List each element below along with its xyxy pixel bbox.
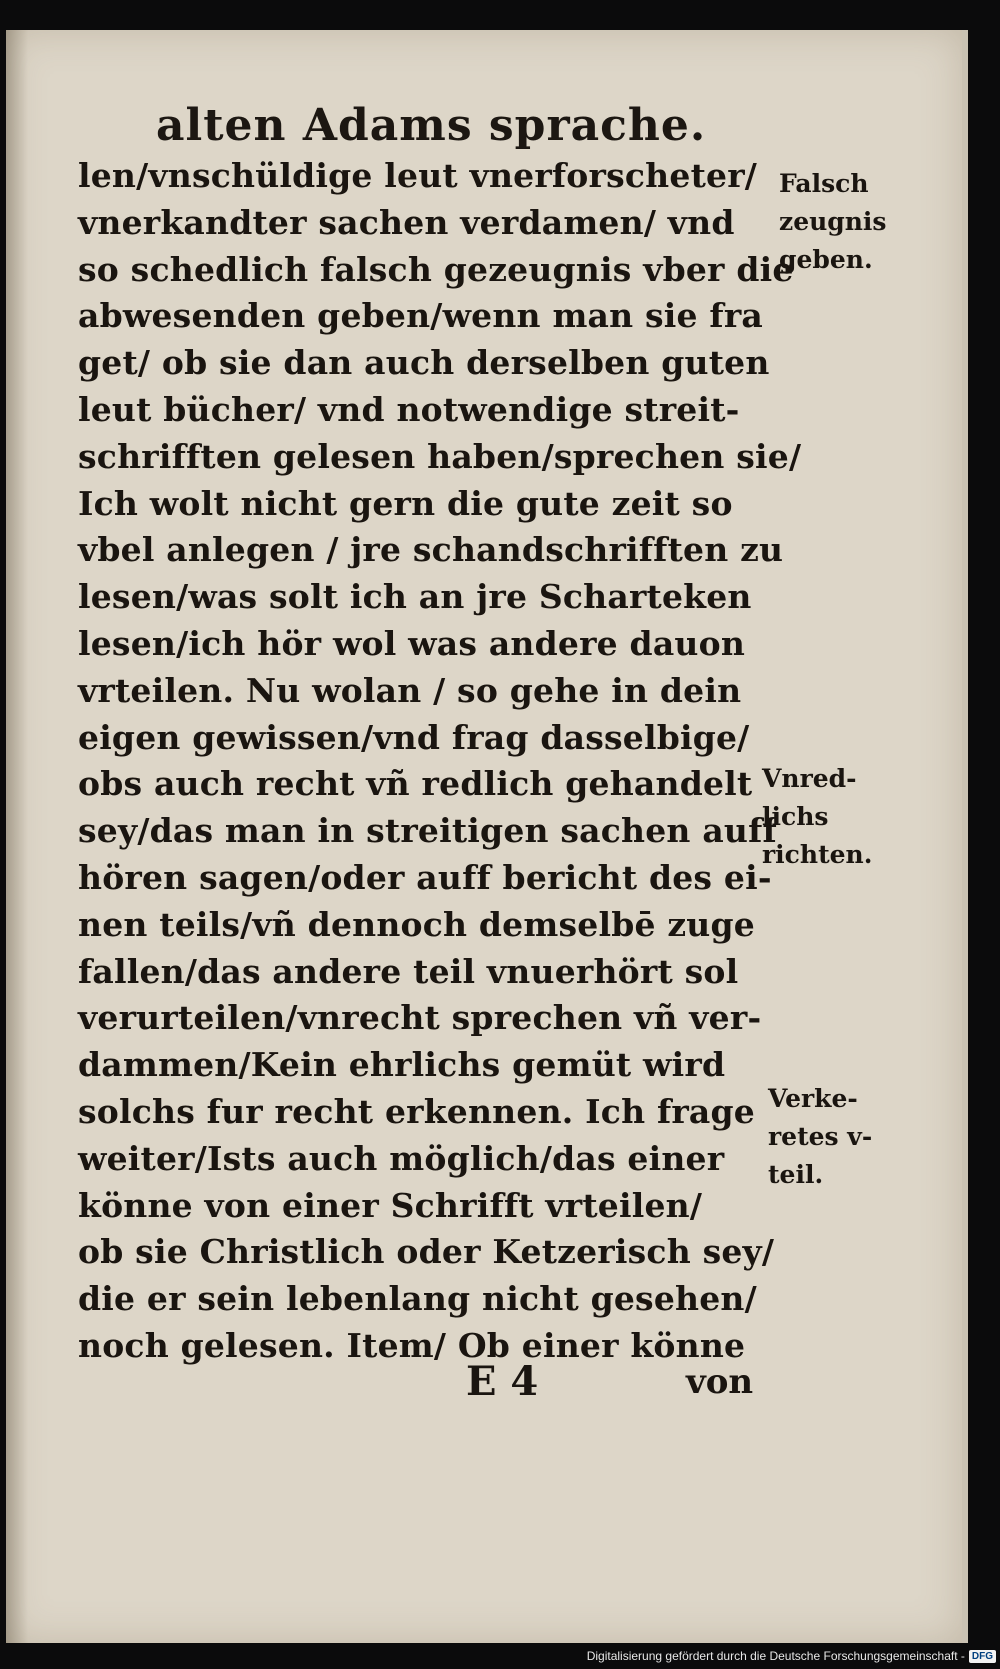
text-line: schrifften gelesen haben/sprechen sie/ (78, 436, 802, 476)
marginal-line: Falsch (779, 169, 869, 198)
text-line: abwesenden geben/wenn man sie fra (78, 296, 763, 336)
text-line: weiter/Ists auch möglich/das einer (78, 1138, 725, 1178)
marginal-line: Vnred- (762, 764, 857, 793)
credit-text: Digitalisierung gefördert durch die Deutsche Forschungsgemeinschaft - (586, 1649, 965, 1663)
text-line: len/vnschüldige leut vnerforscheter/ (78, 156, 758, 195)
digitization-credit (587, 1647, 996, 1665)
text-line: so schedlich falsch gezeugnis vber die (78, 249, 794, 289)
running-title: alten Adams sprache. (156, 100, 707, 151)
text-line: vbel anlegen / jre schandschrifften zu (78, 530, 784, 570)
marginal-line: retes v- (768, 1122, 873, 1151)
signature-mark: E 4 (466, 1358, 539, 1405)
dfg-logo: DFG (969, 1650, 996, 1663)
text-line: eigen gewissen/vnd frag dasselbige/ (78, 717, 750, 757)
marginal-line: richten. (762, 840, 873, 869)
text-line: noch gelesen. Item/ Ob einer könne (78, 1325, 746, 1365)
marginal-note-1 (779, 165, 887, 279)
text-line: vrteilen. Nu wolan / so gehe in dein (78, 670, 742, 710)
text-line: hören sagen/oder auff bericht des ei- (78, 857, 772, 897)
page-gutter-shadow (6, 30, 28, 1643)
text-line: nen teils/vñ dennoch demselbē zuge (78, 904, 755, 944)
text-line: Ich wolt nicht gern die gute zeit so (78, 483, 733, 523)
catchword: von (686, 1362, 754, 1402)
text-line: vnerkandter sachen verdamen/ vnd (78, 202, 735, 242)
text-line: dammen/Kein ehrlichs gemüt wird (78, 1045, 726, 1085)
marginal-line: teil. (768, 1160, 824, 1189)
text-line: lesen/ich hör wol was andere dauon (78, 623, 746, 663)
text-line: get/ ob sie dan auch derselben guten (78, 343, 770, 383)
text-line: lesen/was solt ich an jre Scharteken (78, 577, 752, 617)
book-page (6, 30, 962, 1643)
text-line: verurteilen/vnrecht sprechen vñ ver- (78, 998, 762, 1038)
marginal-line: Verke- (768, 1084, 858, 1113)
body-text (78, 153, 802, 1370)
marginal-line: geben. (779, 245, 873, 274)
text-line: obs auch recht vñ redlich gehandelt (78, 764, 753, 804)
text-line: solchs fur recht erkennen. Ich frage (78, 1091, 755, 1131)
marginal-note-2 (762, 760, 872, 874)
marginal-line: lichs (762, 802, 829, 831)
page-edge (962, 30, 968, 1643)
text-line: fallen/das andere teil vnuerhört sol (78, 951, 739, 991)
marginal-line: zeugnis (779, 207, 887, 236)
text-line: sey/das man in streitigen sachen auff (78, 811, 777, 851)
text-line: leut bücher/ vnd notwendige streit- (78, 389, 740, 429)
text-line: könne von einer Schrifft vrteilen/ (78, 1185, 703, 1225)
text-line: ob sie Christlich oder Ketzerisch sey/ (78, 1232, 775, 1272)
marginal-note-3 (768, 1080, 872, 1194)
text-line: die er sein lebenlang nicht gesehen/ (78, 1279, 757, 1319)
